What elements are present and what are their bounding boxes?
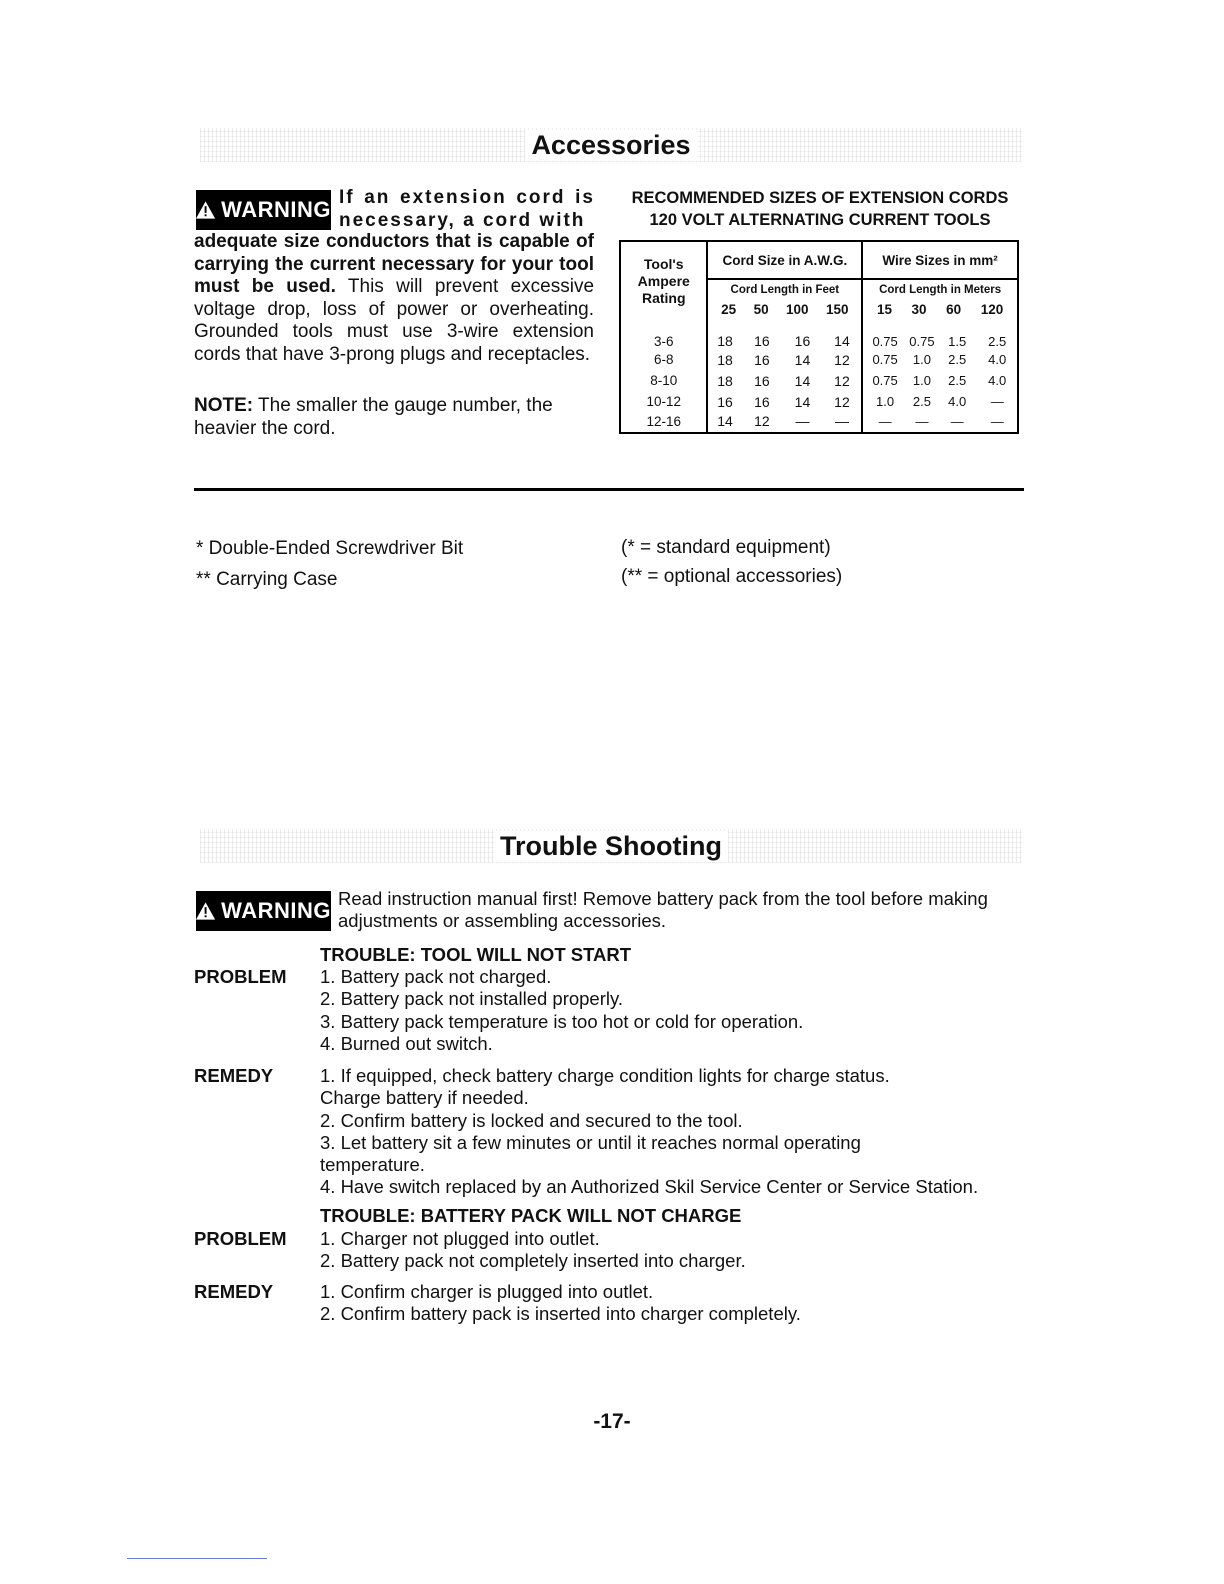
accessory-list [196,533,463,595]
note [194,395,594,440]
problem-label: PROBLEM [194,1228,287,1249]
cord-table-row [620,370,1018,391]
mm-cell: 0.75 [862,327,907,349]
remedy-label: REMEDY [194,1065,274,1086]
section-divider [194,488,1024,491]
warning-label-2: WARNING [221,898,331,923]
cord-table-row [620,412,1018,433]
awg-cell: 14 [834,333,850,349]
cord-table-row [620,349,1018,370]
accessories-title: Accessories [525,130,696,161]
rating-header-line2: Ampere [637,273,690,289]
legend-optional: (** = optional accessories) [621,566,843,587]
feet-150: 150 [825,302,849,317]
remedy-item: 2. Confirm battery is locked and secured to the tool. [320,1109,743,1131]
accessory-legend [621,533,842,591]
remedy-item: 4. Have switch replaced by an Authorized Skil Service Center or Service Station. [320,1176,979,1198]
warning-bold-text: adequate size conductors that is capable of carrying the current necessary for your tool must be used. [194,231,594,297]
mm-cell: 2.5 [912,394,931,409]
mm-cell: 2.5 [948,352,967,367]
trouble-1-problems [320,966,803,1055]
awg-cell: 18 [707,349,741,370]
mm-cell: 0.75 [909,333,935,349]
awg-cell: 16 [707,391,741,412]
problem-item: 2. Battery pack not installed properly. [320,988,624,1010]
meters-subheader [862,279,1018,327]
page-number: -17- [593,1410,631,1433]
problem-item: 3. Battery pack temperature is too hot or cold for operation. [320,1010,804,1032]
remedy-item: temperature. [320,1154,425,1176]
mm-cell: 0.75 [862,349,907,370]
warning-lead-text: If an extension cord is necessary, a cord with [339,187,595,231]
awg-cell: 14 [794,393,811,410]
meters-header: Cord Length in Meters [879,284,1002,296]
legend-standard: (* = standard equipment) [621,537,831,558]
cord-table-title [620,187,1020,231]
trouble-2-title: TROUBLE: BATTERY PACK WILL NOT CHARGE [320,1205,742,1226]
warning-plain-text: This will prevent excessive voltage drop, loss of power or overheating. Grounded tools must use 3-wire extension cords that have 3-prong plugs and receptacles. [194,276,595,365]
mm-cell: — [915,413,929,429]
awg-cell: 14 [794,351,811,368]
remedy-item: 3. Let battery sit a few minutes or until it reaches normal operating [320,1131,861,1153]
problem-item: 4. Burned out switch. [320,1032,493,1054]
problem-item: 1. Battery pack not charged. [320,966,552,987]
mm-cell: 1.5 [948,333,967,349]
trouble-2-remedies [320,1281,801,1326]
note-label: NOTE: [194,395,254,416]
warning-triangle-icon [196,201,215,219]
remedy-item: 1. Confirm charger is plugged into outlet. [320,1281,654,1302]
mm-cell: 4.0 [988,373,1007,388]
trouble-1-title: TROUBLE: TOOL WILL NOT START [320,944,632,965]
warning-badge-2 [196,891,331,931]
tool-rating-header [620,241,707,327]
mm-cell: — [862,412,907,433]
awg-cell: 16 [754,333,770,349]
awg-cell: 14 [707,412,741,433]
awg-cell: 12 [834,351,850,368]
feet-header: Cord Length in Feet [730,284,840,296]
footer-rule [127,1558,267,1559]
mm-cell: — [990,394,1004,409]
rating-cell: 8-10 [650,373,678,388]
cord-table-row [620,391,1018,412]
remedy-item: 2. Confirm battery pack is inserted into charger completely. [320,1303,801,1325]
rating-cell: 6-8 [653,352,674,367]
trouble-shooting-header [200,829,1022,863]
warning-triangle-icon [196,902,215,920]
cord-table-row [620,327,1018,349]
warning-label: WARNING [221,197,331,222]
awg-header: Cord Size in A.W.G. [707,241,862,279]
mm-cell: 0.75 [862,370,907,391]
mm-cell: 1.0 [862,391,907,412]
mm-cell: 2.5 [948,373,967,388]
awg-cell: 18 [707,370,741,391]
awg-cell: 12 [834,393,850,410]
feet-25: 25 [721,302,737,317]
mm-cell: — [950,413,964,429]
accessory-item: * Double-Ended Screwdriver Bit [196,538,464,559]
meters-30: 30 [911,302,927,317]
cord-table-title-line2: 120 VOLT ALTERNATING CURRENT TOOLS [649,211,991,229]
problem-item: 2. Battery pack not completely inserted into charger. [320,1250,746,1272]
trouble-2-problems [320,1228,746,1273]
feet-subheader [707,279,862,327]
remedy-label: REMEDY [194,1281,274,1302]
feet-100: 100 [786,302,809,317]
rating-cell: 10-12 [646,394,681,409]
feet-50: 50 [753,302,769,317]
meters-15: 15 [876,302,892,317]
trouble-warning-text: Read instruction manual first! Remove battery pack from the tool before making adjustments or assembling accessories. [338,888,988,932]
awg-cell: — [834,413,849,429]
meters-120: 120 [980,302,1004,317]
mm-cell: 4.0 [948,394,967,409]
mm-cell: 1.0 [912,373,931,388]
rating-header-line3: Rating [641,290,686,306]
remedy-item: 1. If equipped, check battery charge condition lights for charge status. [320,1065,890,1086]
awg-cell: 12 [754,413,770,429]
problem-label: PROBLEM [194,966,287,987]
trouble-shooting-title: Trouble Shooting [494,831,728,862]
awg-cell: 16 [754,351,770,368]
awg-cell: 18 [707,327,741,349]
mm-cell: 1.0 [912,352,931,367]
note-text: The smaller the gauge number, the heavier the cord. [194,395,553,439]
trouble-1-remedies [320,1065,978,1199]
meters-60: 60 [946,302,962,317]
rating-cell: 12-16 [646,413,681,429]
awg-cell: 12 [834,372,850,389]
awg-cell: — [795,413,810,429]
warning-body [194,231,594,366]
awg-cell: 16 [754,393,770,410]
warning-badge [196,190,331,230]
cord-table-title-line1: RECOMMENDED SIZES OF EXTENSION CORDS [631,189,1009,207]
mm-cell: 2.5 [988,333,1007,349]
cord-size-table [619,240,1019,434]
awg-cell: 16 [754,372,770,389]
accessories-header [200,128,1022,162]
awg-cell: 16 [794,333,811,349]
accessory-item: ** Carrying Case [196,569,338,590]
remedy-item: Charge battery if needed. [320,1087,529,1109]
mm-header: Wire Sizes in mm² [862,241,1018,279]
rating-header-line1: Tool's [643,256,684,272]
awg-cell: 14 [794,372,811,389]
problem-item: 1. Charger not plugged into outlet. [320,1228,600,1249]
mm-cell: 4.0 [988,352,1007,367]
mm-cell: — [990,413,1004,429]
rating-cell: 3-6 [653,333,674,349]
